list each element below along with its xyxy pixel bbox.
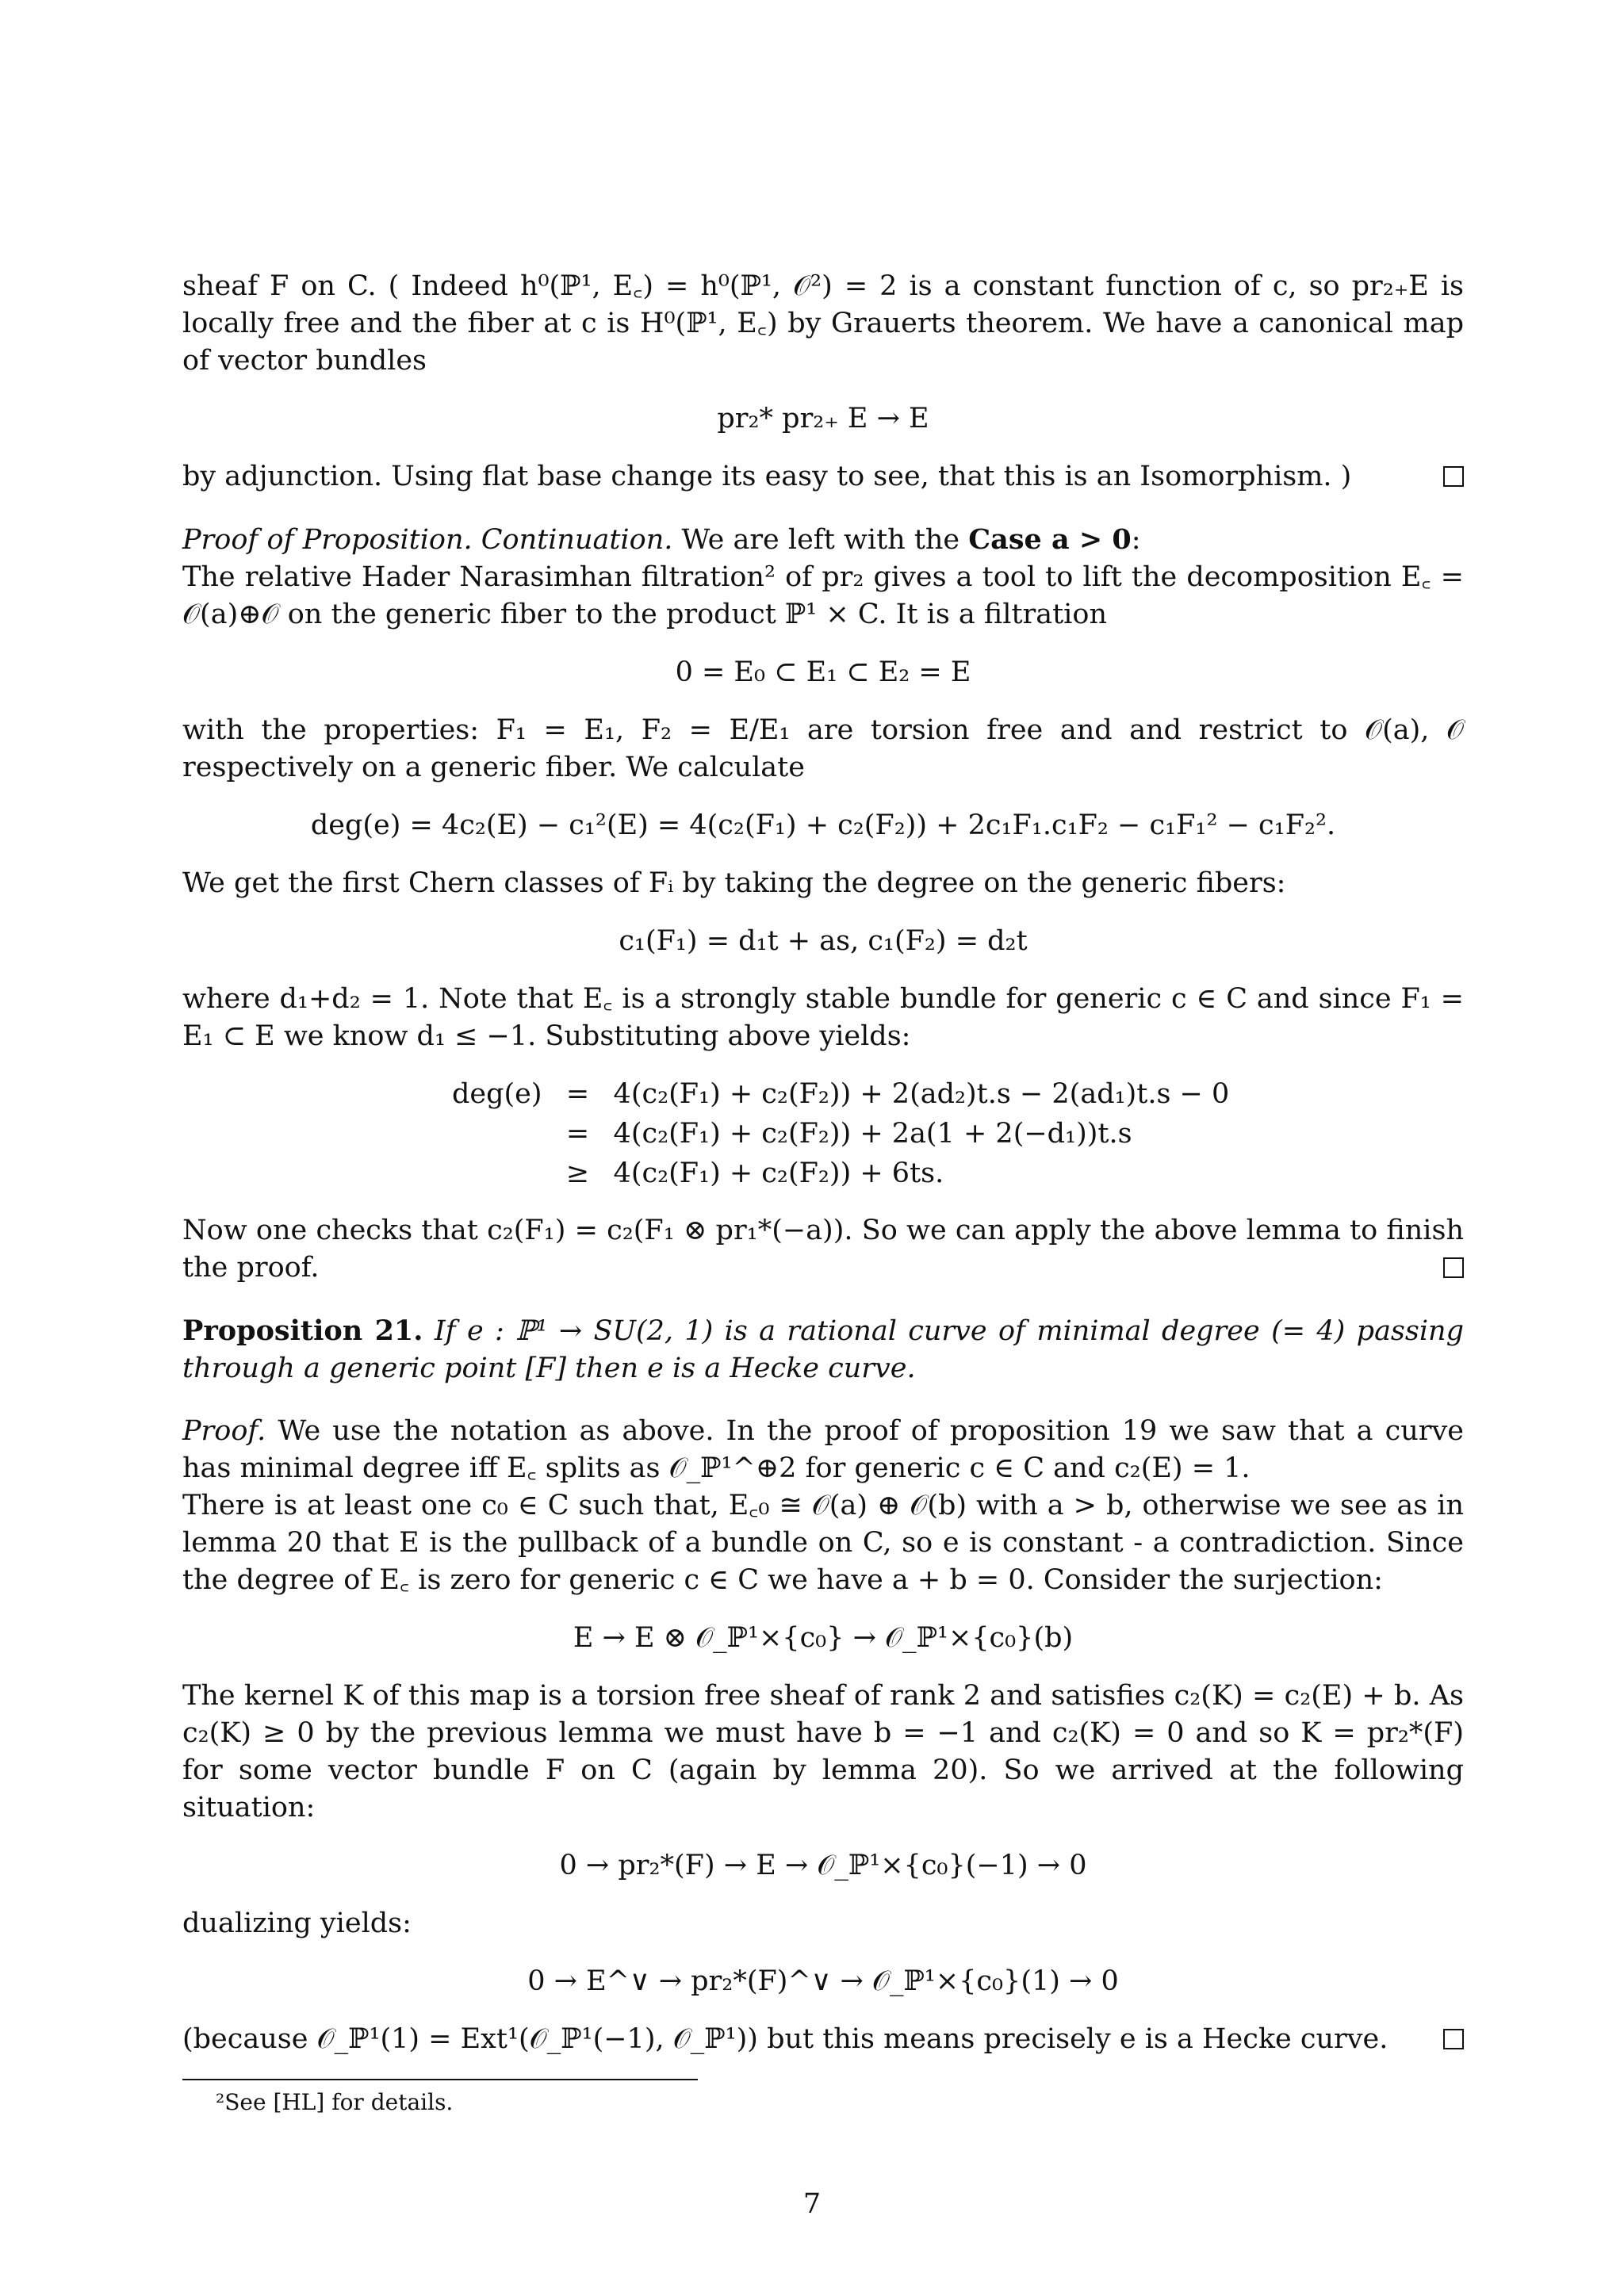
eq-rhs: 4(c₂(F₁) + c₂(F₂)) + 2(ad₂)t.s − 2(ad₁)t.s − 0 — [613, 1078, 1230, 1110]
equation-filtration: 0 = E₀ ⊂ E₁ ⊂ E₂ = E — [675, 656, 971, 688]
paragraph-proof-continuation — [182, 521, 1464, 559]
paragraph-chern-classes: We get the first Chern classes of Fᵢ by taking the degree on the generic fibers: — [182, 867, 1286, 899]
proposition-heading: Proposition 21. — [182, 1314, 423, 1347]
adjunction-text: by adjunction. Using flat base change its easy to see, that this is an Isomorphism. ) — [182, 461, 1352, 492]
equation-adjunction: pr₂* pr₂₊ E → E — [717, 403, 929, 434]
paper-page — [182, 268, 1464, 2118]
equation-degree: deg(e) = 4c₂(E) − c₁²(E) = 4(c₂(F₁) + c₂(F₂)) + 2c₁F₁.c₁F₂ − c₁F₁² − c₁F₂². — [310, 809, 1336, 841]
qed-box-icon — [1443, 466, 1464, 487]
paragraph-kernel: The kernel K of this map is a torsion free sheaf of rank 2 and satisfies c₂(K) = c₂(E) + b. As c₂(K) ≥ 0 by the previous lemma we must have b = −1 and c₂(K) = 0 and so K = pr₂*(F) for some vector bundle F on C (again by lemma 20). So we arrived at the following situation: — [182, 1680, 1464, 1823]
paragraph-grauert: sheaf F on C. ( Indeed h⁰(ℙ¹, E꜀) = h⁰(ℙ¹, 𝒪²) = 2 is a constant function of c, so pr₂₊E is locally free and the fiber at c is H⁰(ℙ¹, E꜀) by Grauerts theorem. We have a canonical map of vector bundles — [182, 270, 1464, 377]
equation-array-row — [444, 1074, 1237, 1114]
footnote-rule — [182, 2079, 698, 2080]
footnote: ²See [HL] for details. — [216, 2089, 454, 2115]
equation-chern: c₁(F₁) = d₁t + as, c₁(F₂) = d₂t — [619, 925, 1028, 957]
eq-lhs — [444, 1154, 550, 1193]
case-colon: : — [1131, 524, 1141, 556]
eq-rhs: 4(c₂(F₁) + c₂(F₂)) + 2a(1 + 2(−d₁))t.s — [613, 1118, 1132, 1150]
equation-array — [444, 1074, 1237, 1193]
paragraph-lemma-application — [182, 1212, 1464, 1287]
eq-relation: = — [565, 1078, 590, 1110]
equation-array-row — [444, 1114, 1237, 1154]
lemma-application-text: Now one checks that c₂(F₁) = c₂(F₁ ⊗ pr₁*(−a)). So we can apply the above lemma to finish the proof. — [182, 1215, 1464, 1284]
proof-paragraph-2: There is at least one c₀ ∈ C such that, E꜀₀ ≅ 𝒪(a) ⊕ 𝒪(b) with a > b, otherwise we see as in lemma 20 that E is the pullback of a bundle on C, so e is constant - a contradiction. Since the degree of E꜀ is zero for generic c ∈ C we have a + b = 0. Consider the surjection: — [182, 1490, 1464, 1596]
eq-lhs: deg(e) — [452, 1078, 542, 1110]
proof-paragraph — [182, 1413, 1464, 1487]
proof-text: We use the notation as above. In the proof of proposition 19 we saw that a curve has minimal degree iff E꜀ splits as 𝒪_ℙ¹^⊕2 for generic c ∈ C and c₂(E) = 1. — [182, 1415, 1464, 1484]
eq-relation: = — [565, 1118, 590, 1150]
equation-array-row — [444, 1154, 1237, 1193]
proof-heading: Proof. — [182, 1415, 266, 1447]
eq-rhs: 4(c₂(F₁) + c₂(F₂)) + 6ts. — [613, 1158, 944, 1189]
equation-exact-sequence: 0 → pr₂*(F) → E → 𝒪_ℙ¹×{c₀}(−1) → 0 — [559, 1850, 1087, 1881]
proof-continuation-heading: Proof of Proposition. Continuation. — [182, 524, 673, 556]
paragraph-properties: with the properties: F₁ = E₁, F₂ = E/E₁ are torsion free and and restrict to 𝒪(a), 𝒪 respectively on a generic fiber. We calculate — [182, 714, 1464, 783]
paragraph-dualizing: dualizing yields: — [182, 1908, 412, 1939]
proposition-statement: If e : ℙ¹ → SU(2, 1) is a rational curve of minimal degree (= 4) passing through a generic point [F] then e is a Hecke curve. — [182, 1315, 1464, 1384]
conclusion-text: (because 𝒪_ℙ¹(1) = Ext¹(𝒪_ℙ¹(−1), 𝒪_ℙ¹)) but this means precisely e is a Hecke curve. — [182, 2023, 1388, 2055]
equation-dual-sequence: 0 → E^∨ → pr₂*(F)^∨ → 𝒪_ℙ¹×{c₀}(1) → 0 — [527, 1965, 1119, 1997]
paragraph-hn-filtration: The relative Hader Narasimhan filtration² of pr₂ gives a tool to lift the decomposition E꜀ = 𝒪(a)⊕𝒪 on the generic fiber to the product ℙ¹ × C. It is a filtration — [182, 561, 1464, 630]
paragraph-conclusion — [182, 2021, 1464, 2058]
proposition-21 — [182, 1312, 1464, 1387]
page-number: 7 — [802, 2188, 822, 2220]
equation-surjection: E → E ⊗ 𝒪_ℙ¹×{c₀} → 𝒪_ℙ¹×{c₀}(b) — [573, 1622, 1074, 1654]
proof-continuation-text: We are left with the — [672, 524, 969, 556]
qed-box-icon — [1443, 2029, 1464, 2049]
case-label: Case a > 0 — [968, 523, 1132, 556]
eq-relation: ≥ — [565, 1158, 590, 1189]
eq-lhs — [444, 1114, 550, 1154]
paragraph-adjunction-end — [182, 458, 1464, 496]
qed-box-icon — [1443, 1257, 1464, 1278]
paragraph-substitution: where d₁+d₂ = 1. Note that E꜀ is a strongly stable bundle for generic c ∈ C and since F₁ = E₁ ⊂ E we know d₁ ≤ −1. Substituting above yields: — [182, 983, 1464, 1052]
